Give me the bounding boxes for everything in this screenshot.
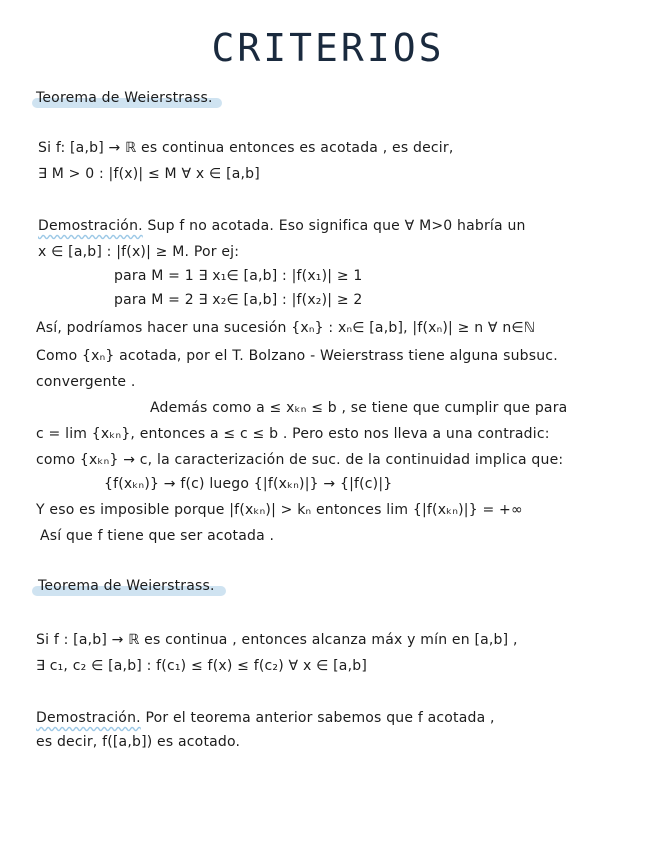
proof-label: Demostración. bbox=[38, 218, 143, 234]
section1-proof-line-1 bbox=[38, 216, 526, 236]
proof-line: para M = 1 ∃ x₁∈ [a,b] : |f(x₁)| ≥ 1 bbox=[114, 268, 363, 284]
proof-line: Además como a ≤ xₖₙ ≤ b , se tiene que cumplir que para bbox=[150, 400, 568, 416]
proof-line: como {xₖₙ} → c, la caracterización de suc. de la continuidad implica que: bbox=[36, 452, 564, 468]
section1-heading: Teorema de Weierstrass. bbox=[36, 90, 213, 106]
section1-statement-line-1: Si f: [a,b] → ℝ es continua entonces es acotada , es decir, bbox=[38, 140, 454, 156]
proof-line: Como {xₙ} acotada, por el T. Bolzano - Weierstrass tiene alguna subsuc. bbox=[36, 348, 558, 364]
section1-statement-line-2: ∃ M > 0 : |f(x)| ≤ M ∀ x ∈ [a,b] bbox=[38, 166, 260, 182]
section2-statement-line-2: ∃ c₁, c₂ ∈ [a,b] : f(c₁) ≤ f(x) ≤ f(c₂) ∀ x ∈ [a,b] bbox=[36, 658, 367, 674]
section2-proof-line-1 bbox=[36, 708, 495, 728]
proof-line: c = lim {xₖₙ}, entonces a ≤ c ≤ b . Pero esto nos lleva a una contradic: bbox=[36, 426, 550, 442]
page-title: CRITERIOS bbox=[211, 26, 445, 70]
proof-line: para M = 2 ∃ x₂∈ [a,b] : |f(x₂)| ≥ 2 bbox=[114, 292, 363, 308]
proof-line: es decir, f([a,b]) es acotado. bbox=[36, 734, 241, 750]
proof-text: Sup f no acotada. Eso significa que ∀ M>0 habría un bbox=[142, 218, 526, 234]
section2-statement-line-1: Si f : [a,b] → ℝ es continua , entonces alcanza máx y mín en [a,b] , bbox=[36, 632, 518, 648]
section2-heading: Teorema de Weierstrass. bbox=[38, 578, 215, 594]
proof-text: Por el teorema anterior sabemos que f acotada , bbox=[140, 710, 495, 726]
proof-label: Demostración. bbox=[36, 710, 141, 726]
proof-line: Así, podríamos hacer una sucesión {xₙ} : xₙ∈ [a,b], |f(xₙ)| ≥ n ∀ n∈ℕ bbox=[36, 320, 536, 336]
proof-line: x ∈ [a,b] : |f(x)| ≥ M. Por ej: bbox=[38, 244, 240, 260]
proof-line: Así que f tiene que ser acotada . bbox=[40, 528, 275, 544]
proof-line: convergente . bbox=[36, 374, 136, 390]
proof-line: Y eso es imposible porque |f(xₖₙ)| > kₙ entonces lim {|f(xₖₙ)|} = +∞ bbox=[36, 502, 523, 518]
proof-line: {f(xₖₙ)} → f(c) luego {|f(xₖₙ)|} → {|f(c)|} bbox=[104, 476, 393, 492]
